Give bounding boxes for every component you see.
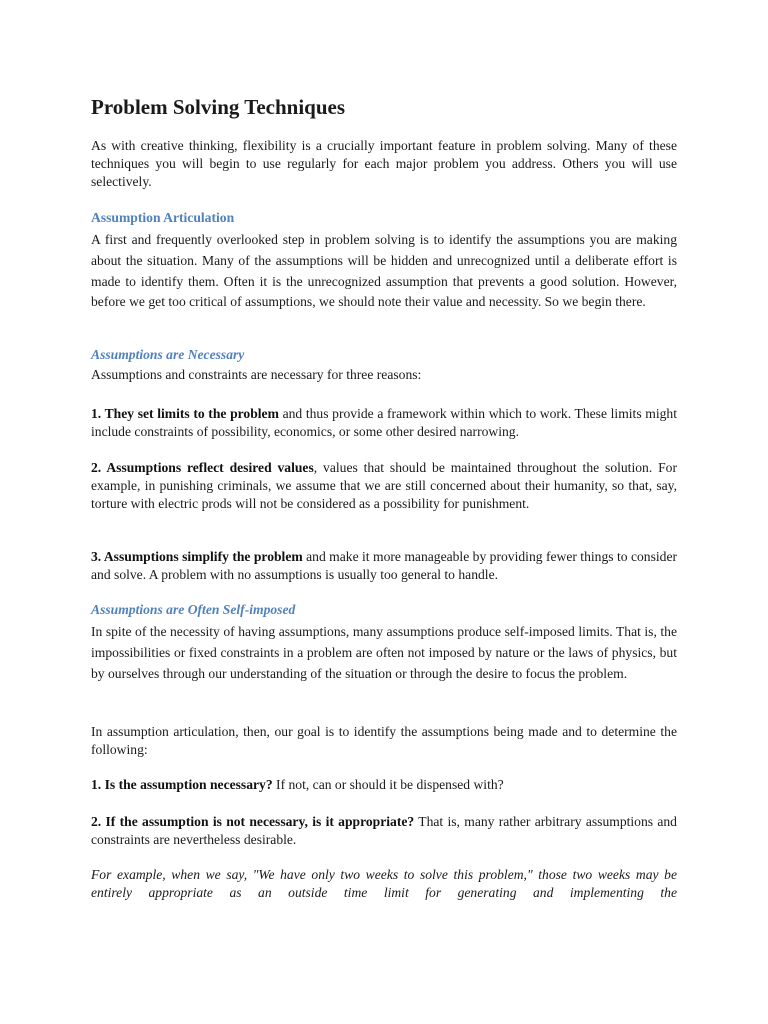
question-2-bold: 2. If the assumption is not necessary, is it appropriate? [91, 814, 415, 829]
reason-3 [91, 548, 677, 584]
reason-2 [91, 459, 677, 513]
goal-paragraph: In assumption articulation, then, our goal is to identify the assumptions being made and to determine the following: [91, 724, 677, 757]
self-imposed-paragraph: In spite of the necessity of having assumptions, many assumptions produce self-imposed limits. That is, the impossibilities or fixed constraints in a problem are often not imposed by nature or the laws of physics, but by ourselves through our understanding of the situation or through the desire to focus the problem. [91, 624, 677, 681]
articulation-paragraph: A first and frequently overlooked step in problem solving is to identify the assumptions you are making about the situation. Many of the assumptions will be hidden and unrecognized until a deliberate effort is made to identify them. Often it is the unrecognized assumption that prevents a good solution. However, before we get too critical of assumptions, we should note their value and necessity. So we begin there. [91, 232, 677, 310]
reason-3-text: and make it more manageable by providing fewer things to consider and solve. A problem with no assumptions is usually too general to handle. [91, 549, 678, 582]
question-1 [91, 776, 677, 794]
heading-self-imposed: Assumptions are Often Self-imposed [91, 602, 296, 617]
reason-1-text: and thus provide a framework within which to work. These limits might include constraints of possibility, economics, or some other desired narrowing. [91, 406, 677, 439]
necessary-lead: Assumptions and constraints are necessary for three reasons: [91, 367, 422, 382]
heading-assumption-articulation: Assumption Articulation [91, 210, 235, 225]
reason-2-text: , values that should be maintained throughout the solution. For example, in punishing criminals, we assume that we are still concerned about their humanity, so that, say, torture with electric prods will not be considered as a possibility for punishment. [91, 460, 677, 511]
question-1-bold: 1. Is the assumption necessary? [91, 777, 273, 792]
question-2 [91, 813, 677, 849]
question-2-text: That is, many rather arbitrary assumptions and constraints are nevertheless desirable. [91, 814, 677, 847]
reason-1 [91, 405, 677, 441]
reason-2-bold: 2. Assumptions reflect desired values [91, 460, 314, 475]
heading-assumptions-necessary: Assumptions are Necessary [91, 347, 245, 362]
reason-3-bold: 3. Assumptions simplify the problem [91, 549, 303, 564]
example-paragraph: For example, when we say, "We have only two weeks to solve this problem," those two weeks may be entirely appropriate as an outside time limit for generating and implementing the [91, 867, 677, 900]
reason-1-bold: 1. They set limits to the problem [91, 406, 279, 421]
intro-paragraph: As with creative thinking, flexibility is a crucially important feature in problem solving. Many of these techniques you will begin to use regularly for each major problem you address. Others you will use selectively. [91, 138, 677, 189]
page-title: Problem Solving Techniques [91, 95, 346, 119]
question-1-text: If not, can or should it be dispensed with? [272, 777, 504, 792]
